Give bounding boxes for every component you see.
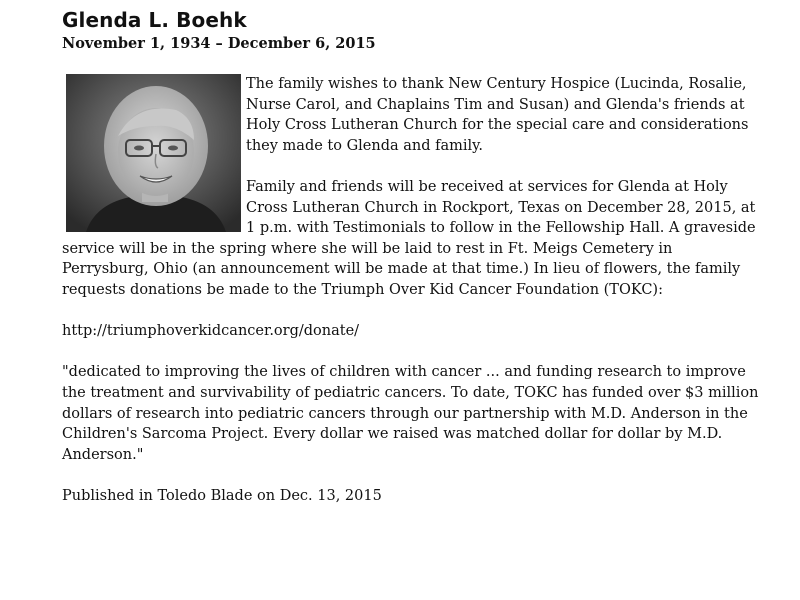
life-dates: November 1, 1934 – December 6, 2015 [62, 35, 376, 52]
services-paragraph: Family and friends will be received at services for Glenda at Holy Cross Lutheran Church in Rockport, Texas on December 28, 2015, at 1 p.m. with Testimonials to follow in the Fellowship Hall. A graveside service will be in the spring where she will be laid to rest in Ft. Meigs Cemetery in Perrysburg, Ohio (an announcement will be made at that time.) In lieu of flowers, the family requests donations be made to the Triumph Over Kid Cancer Foundation (TOKC): [62, 178, 756, 298]
photo-spacer [62, 74, 246, 236]
publication-note: Published in Toledo Blade on Dec. 13, 2015 [62, 487, 382, 504]
donate-link[interactable]: http://triumphoverkidcancer.org/donate/ [62, 323, 360, 340]
deceased-name: Glenda L. Boehk [62, 8, 247, 32]
tokc-quote: "dedicated to improving the lives of children with cancer ... and funding research to improve the treatment and survivability of pediatric cancers. To date, TOKC has funded over $3 million dollars of research into pediatric cancers through our partnership with M.D. Anderson in the Children's Sarcoma Project. Every dollar we raised was matched dollar for dollar by M.D. Anderson." [62, 364, 759, 463]
obituary-body [62, 74, 762, 506]
thanks-paragraph: The family wishes to thank New Century Hospice (Lucinda, Rosalie, Nurse Carol, and Chaplains Tim and Susan) and Glenda's friends at Holy Cross Lutheran Church for the special care and considerations they made to Glenda and family. [246, 76, 749, 154]
